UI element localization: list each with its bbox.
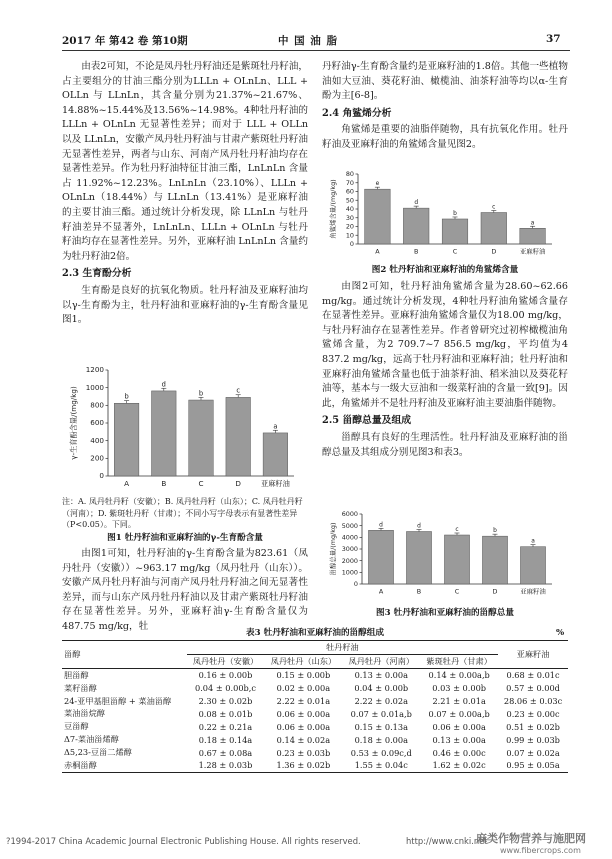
y-tick-label: 80 (345, 170, 354, 179)
significance-letter: b (453, 210, 457, 217)
significance-letter: e (375, 181, 380, 188)
row-label: 24-亚甲基胆甾醇 + 菜油甾醇 (64, 695, 172, 706)
bar (444, 535, 469, 584)
column-header: 亚麻籽油 (498, 641, 568, 669)
y-tick-label: 3000 (341, 545, 358, 554)
y-tick-label: 60 (345, 187, 354, 196)
table-row (62, 668, 568, 681)
row-label: 豆甾醇 (64, 721, 89, 732)
significance-letter: d (379, 522, 383, 529)
x-tick-label: B (161, 479, 167, 489)
left-column-top (62, 60, 308, 328)
table-cell: 0.22 ± 0.21a (198, 721, 253, 732)
right-column-mid (322, 280, 568, 460)
left-column-bottom (62, 547, 308, 635)
bar (481, 213, 507, 245)
table3-unit: % (556, 628, 565, 638)
table-row (62, 759, 568, 772)
figure1-chart (68, 362, 300, 494)
table-cell: 1.36 ± 0.02b (264, 759, 342, 772)
paragraph: 丹籽油γ-生育酚含量约是亚麻籽油的1.8倍。其他一些植物油如大豆油、葵花籽油、橄榄油、油茶籽油等均以α-生育酚为主[6-8]。 (322, 61, 568, 102)
bar (152, 391, 177, 476)
row-label: 菜籽甾醇 (64, 682, 97, 693)
table-row (62, 746, 568, 759)
y-tick-label: 800 (90, 400, 104, 410)
table-cell: 0.14 ± 0.00a,b (428, 670, 490, 681)
table-cell: 0.46 ± 0.00c (432, 747, 486, 758)
x-tick-label: C (454, 587, 460, 596)
table-cell: 0.07 ± 0.01a,b (350, 708, 412, 719)
paragraph: 由图1可知，牡丹籽油的γ-生育酚含量为823.61（凤丹牡丹（安徽））~963.17 mg/kg（凤丹牡丹（山东））。安徽产凤丹牡丹籽油与河南产凤丹牡丹籽油之间无显著性差异，而与山东产凤丹牡丹籽油以及甘肃产紫斑牡丹籽油存在显著性差异。另外，亚麻籽油γ-生育酚含量仅为 487.75 mg/kg，牡 (62, 548, 308, 632)
column-group-header: 牡丹籽油 (187, 641, 499, 655)
y-tick-label: 50 (345, 196, 354, 205)
journal-name: 中 国 油 脂 (278, 35, 338, 47)
significance-letter: b (124, 392, 129, 401)
table3-caption: 表3 牡丹籽油和亚麻籽油的甾醇组成 (246, 628, 384, 638)
paragraph: 由表2可知，不论是凤丹牡丹籽油还是紫斑牡丹籽油，占主要组分的甘油三酯分别为LLLn + OLnLn、LLL + OLLn 与 LLnLn，其含量分别为21.37%~21.67%、14.88%~15.44%及13.56%~14.98%。4种牡丹籽油的 LLLn + OLnLn 无显著性差异；而对于 LLL + OLLn 以及 LLnLn，安徽产凤丹牡丹籽油与甘肃产紫斑牡丹籽油无显著性差异，两者与山东、河南产凤丹牡丹籽油均存在显著性差异。作为牡丹籽油特征甘油三酯，LnLnLn 含量占 11.92%~12.23%。LnLnLn（23.10%）、LLLn + OLnLn（18.44%）与 LLnLn（13.41%）是亚麻籽油的主要甘油三酯。通过统计分析发现，除 LLnLn 与牡丹籽油差异不显著外，LnLnLn、LLLn + OLnLn 与牡丹籽油均存在显著性差异。另外，亚麻籽油 LnLnLn 含量约为牡丹籽油2倍。 (62, 61, 308, 262)
y-tick-label: 200 (90, 453, 104, 463)
column-header: 紫斑牡丹（甘肃） (420, 654, 498, 668)
row-label: 胆甾醇 (64, 669, 89, 680)
paragraph: 由图2可知，牡丹籽油角鲨烯含量为28.60~62.66 mg/kg。通过统计分析发现，4种牡丹籽油角鲨烯含量存在显著性差异。亚麻籽油角鲨烯含量仅为18.00 mg/kg，与牡丹籽油存在显著性差异。作者曾研究过初榨橄榄油角鲨烯含量，为2 709.7~7 856.5 mg/kg，平均值为4 837.2 mg/kg，远高于牡丹籽油和亚麻籽油；牡丹籽油和亚麻籽油角鲨烯含量也低于油茶籽油、稻米油以及葵花籽油等，基本与一级大豆油和一级菜籽油的含量一致[9]。因此，角鲨烯并不是牡丹籽油及亚麻籽油主要油脂伴随物。 (322, 281, 568, 409)
watermark-text: 麻类作物营养与施肥网 (476, 832, 586, 845)
bar (520, 228, 546, 244)
watermark-url: www.fibercrops.com (500, 846, 581, 855)
x-tick-label: D (492, 587, 498, 596)
significance-letter: d (161, 380, 166, 389)
y-tick-label: 0 (99, 471, 104, 481)
table-cell: 0.51 ± 0.02b (506, 721, 560, 732)
table-cell: 0.68 ± 0.01c (506, 670, 560, 681)
paragraph: 甾醇具有良好的生理活性。牡丹籽油及亚麻籽油的甾醇总量及其组成分别见图3和表3。 (322, 431, 568, 458)
x-tick-label: 亚麻籽油 (261, 479, 290, 489)
table-row (62, 695, 568, 708)
y-tick-label: 1000 (341, 568, 358, 577)
table-cell: 0.23 ± 0.03b (276, 747, 331, 758)
section-heading: 2.4 角鲨烯分析 (322, 107, 392, 119)
y-tick-label: 0 (349, 240, 354, 249)
table-cell: 0.95 ± 0.05a (498, 759, 568, 772)
table-cell: 0.18 ± 0.00a (354, 734, 408, 745)
column-header: 凤丹牡丹（安徽） (187, 654, 265, 668)
y-tick-label: 30 (345, 213, 354, 222)
y-tick-label: 10 (345, 231, 354, 240)
x-tick-label: A (124, 479, 130, 489)
table-cell: 1.62 ± 0.02c (420, 759, 498, 772)
x-tick-label: C (452, 247, 458, 256)
table-cell: 2.21 ± 0.01a (432, 696, 486, 706)
section-heading: 2.5 甾醇总量及组成 (322, 415, 412, 427)
row-label: Δ7-菜油甾烯醇 (64, 734, 119, 745)
table-cell: 0.07 ± 0.00a,b (428, 708, 490, 719)
y-tick-label: 0 (353, 580, 358, 589)
table-cell: 0.99 ± 0.03b (506, 734, 560, 745)
table-cell: 0.04 ± 0.00b (354, 683, 409, 694)
bar (520, 547, 545, 584)
row-label: 菜油甾烷醇 (64, 708, 105, 719)
table-cell: 0.13 ± 0.00a (432, 734, 486, 745)
significance-letter: a (530, 220, 535, 227)
y-axis-label: 角鲨烯含量/(mg/kg) (329, 179, 337, 239)
table-row (62, 720, 568, 733)
significance-letter: c (455, 527, 459, 533)
table-cell: 0.06 ± 0.00a (432, 721, 486, 732)
significance-letter: c (236, 386, 241, 395)
y-axis-label: γ-生育酚含量/(mg/kg) (69, 386, 78, 460)
table-cell: 0.57 ± 0.00d (506, 683, 560, 694)
copyright-footer: ?1994-2017 China Academic Journal Electronic Publishing House. All rights reserved. (6, 836, 361, 846)
table-cell: 0.14 ± 0.02a (276, 734, 331, 745)
x-tick-label: B (414, 247, 419, 256)
table-cell: 2.30 ± 0.02b (198, 696, 253, 706)
table-cell: 0.02 ± 0.00a (276, 683, 331, 694)
row-label: Δ5,23-豆甾二烯醇 (64, 747, 132, 758)
journal-issue: 2017 年 第42 卷 第10期 (62, 35, 188, 47)
table-cell: 2.22 ± 0.02a (354, 696, 408, 706)
table-cell: 0.04 ± 0.00b,c (195, 683, 256, 694)
table-cell: 0.18 ± 0.14a (198, 734, 253, 745)
y-tick-label: 70 (345, 178, 354, 187)
significance-letter: b (493, 528, 497, 535)
bar (263, 433, 288, 476)
significance-letter: a (531, 538, 535, 545)
table-row (62, 707, 568, 720)
table-row (62, 733, 568, 746)
y-tick-label: 2000 (341, 556, 358, 565)
y-tick-label: 1200 (85, 365, 104, 375)
table-cell: 0.07 ± 0.02a (506, 747, 560, 758)
bar (442, 219, 468, 244)
figure3-caption: 图3 牡丹籽油和亚麻籽油的甾醇总量 (376, 608, 514, 618)
table3 (62, 640, 568, 773)
row-header: 甾醇 (62, 641, 187, 669)
table-cell: 0.08 ± 0.01b (198, 708, 253, 719)
figure2-caption: 图2 牡丹籽油和亚麻籽油的角鲨烯含量 (371, 265, 519, 275)
table-row (62, 682, 568, 695)
table-cell: 0.13 ± 0.00a (354, 670, 408, 681)
significance-letter: d (417, 523, 421, 530)
significance-letter: d (414, 200, 419, 207)
x-tick-label: B (416, 587, 422, 596)
table-cell: 0.16 ± 0.00b (198, 670, 253, 681)
page-number: 37 (546, 33, 561, 45)
right-column-top (322, 60, 568, 153)
column-header: 凤丹牡丹（河南） (342, 654, 420, 668)
y-tick-label: 5000 (341, 521, 358, 530)
column-header: 凤丹牡丹（山东） (264, 654, 342, 668)
x-tick-label: D (491, 247, 497, 256)
table-cell: 1.28 ± 0.03b (187, 759, 265, 772)
x-tick-label: C (198, 479, 204, 489)
bar (406, 532, 431, 585)
figure2-chart (328, 168, 556, 260)
x-tick-label: 亚麻籽油 (519, 247, 546, 256)
table-cell: 0.23 ± 0.00c (506, 708, 560, 719)
header-rule (62, 50, 570, 51)
y-tick-label: 1000 (85, 382, 104, 392)
paragraph: 角鲨烯是重要的油脂伴随物，具有抗氧化作用。牡丹籽油及亚麻籽油的角鲨烯含量见图2。 (322, 124, 568, 150)
y-tick-label: 600 (90, 418, 104, 428)
bar (226, 397, 251, 476)
y-tick-label: 6000 (341, 510, 358, 519)
table-cell: 1.55 ± 0.04c (342, 759, 420, 772)
paragraph: 生育酚是良好的抗氧化物质。牡丹籽油及亚麻籽油均以γ-生育酚为主，牡丹籽油和亚麻籽油的γ-生育酚含量见图1。 (62, 284, 308, 326)
figure1-caption: 图1 牡丹籽油和亚麻籽油的γ-生育酚含量 (107, 533, 263, 543)
y-axis-label: 甾醇总量/(mg/kg) (329, 522, 337, 576)
table-cell: 28.06 ± 0.03c (503, 696, 563, 706)
table-cell: 0.67 ± 0.08a (198, 747, 253, 758)
row-label: 赤桐甾醇 (62, 759, 187, 772)
table-cell: 0.53 ± 0.09c,d (350, 747, 412, 758)
figure3-chart (328, 508, 556, 600)
y-tick-label: 20 (345, 222, 354, 231)
y-tick-label: 400 (90, 435, 104, 445)
table-cell: 0.06 ± 0.00a (276, 708, 331, 719)
y-tick-label: 4000 (341, 533, 358, 542)
bar (403, 208, 429, 244)
figure1-note: 注：A. 凤丹牡丹籽（安徽）；B. 凤丹牡丹籽（山东）；C. 凤丹牡丹籽（河南）；D. 紫斑牡丹籽（甘肃）；不同小写字母表示有显著性差异（P<0.05）。下同。 (62, 497, 303, 529)
x-tick-label: 亚麻籽油 (520, 587, 546, 596)
bar (368, 530, 393, 584)
table-cell: 2.22 ± 0.01a (276, 696, 331, 706)
table-cell: 0.03 ± 0.00b (432, 683, 487, 694)
section-heading: 2.3 生育酚分析 (62, 268, 132, 280)
significance-letter: b (198, 389, 204, 398)
significance-letter: a (273, 422, 278, 431)
y-tick-label: 40 (345, 205, 354, 214)
x-tick-label: A (375, 247, 380, 256)
bar (482, 536, 507, 584)
x-tick-label: A (378, 587, 384, 596)
x-tick-label: D (235, 479, 241, 489)
table-cell: 0.15 ± 0.00b (276, 670, 331, 681)
bar (114, 403, 139, 476)
bar (189, 400, 214, 476)
cnki-link[interactable]: http://www.cnki.net (406, 836, 488, 846)
bar (365, 189, 391, 244)
significance-letter: c (492, 204, 496, 211)
table-cell: 0.15 ± 0.13a (354, 721, 408, 732)
table-cell: 0.06 ± 0.00a (276, 721, 331, 732)
